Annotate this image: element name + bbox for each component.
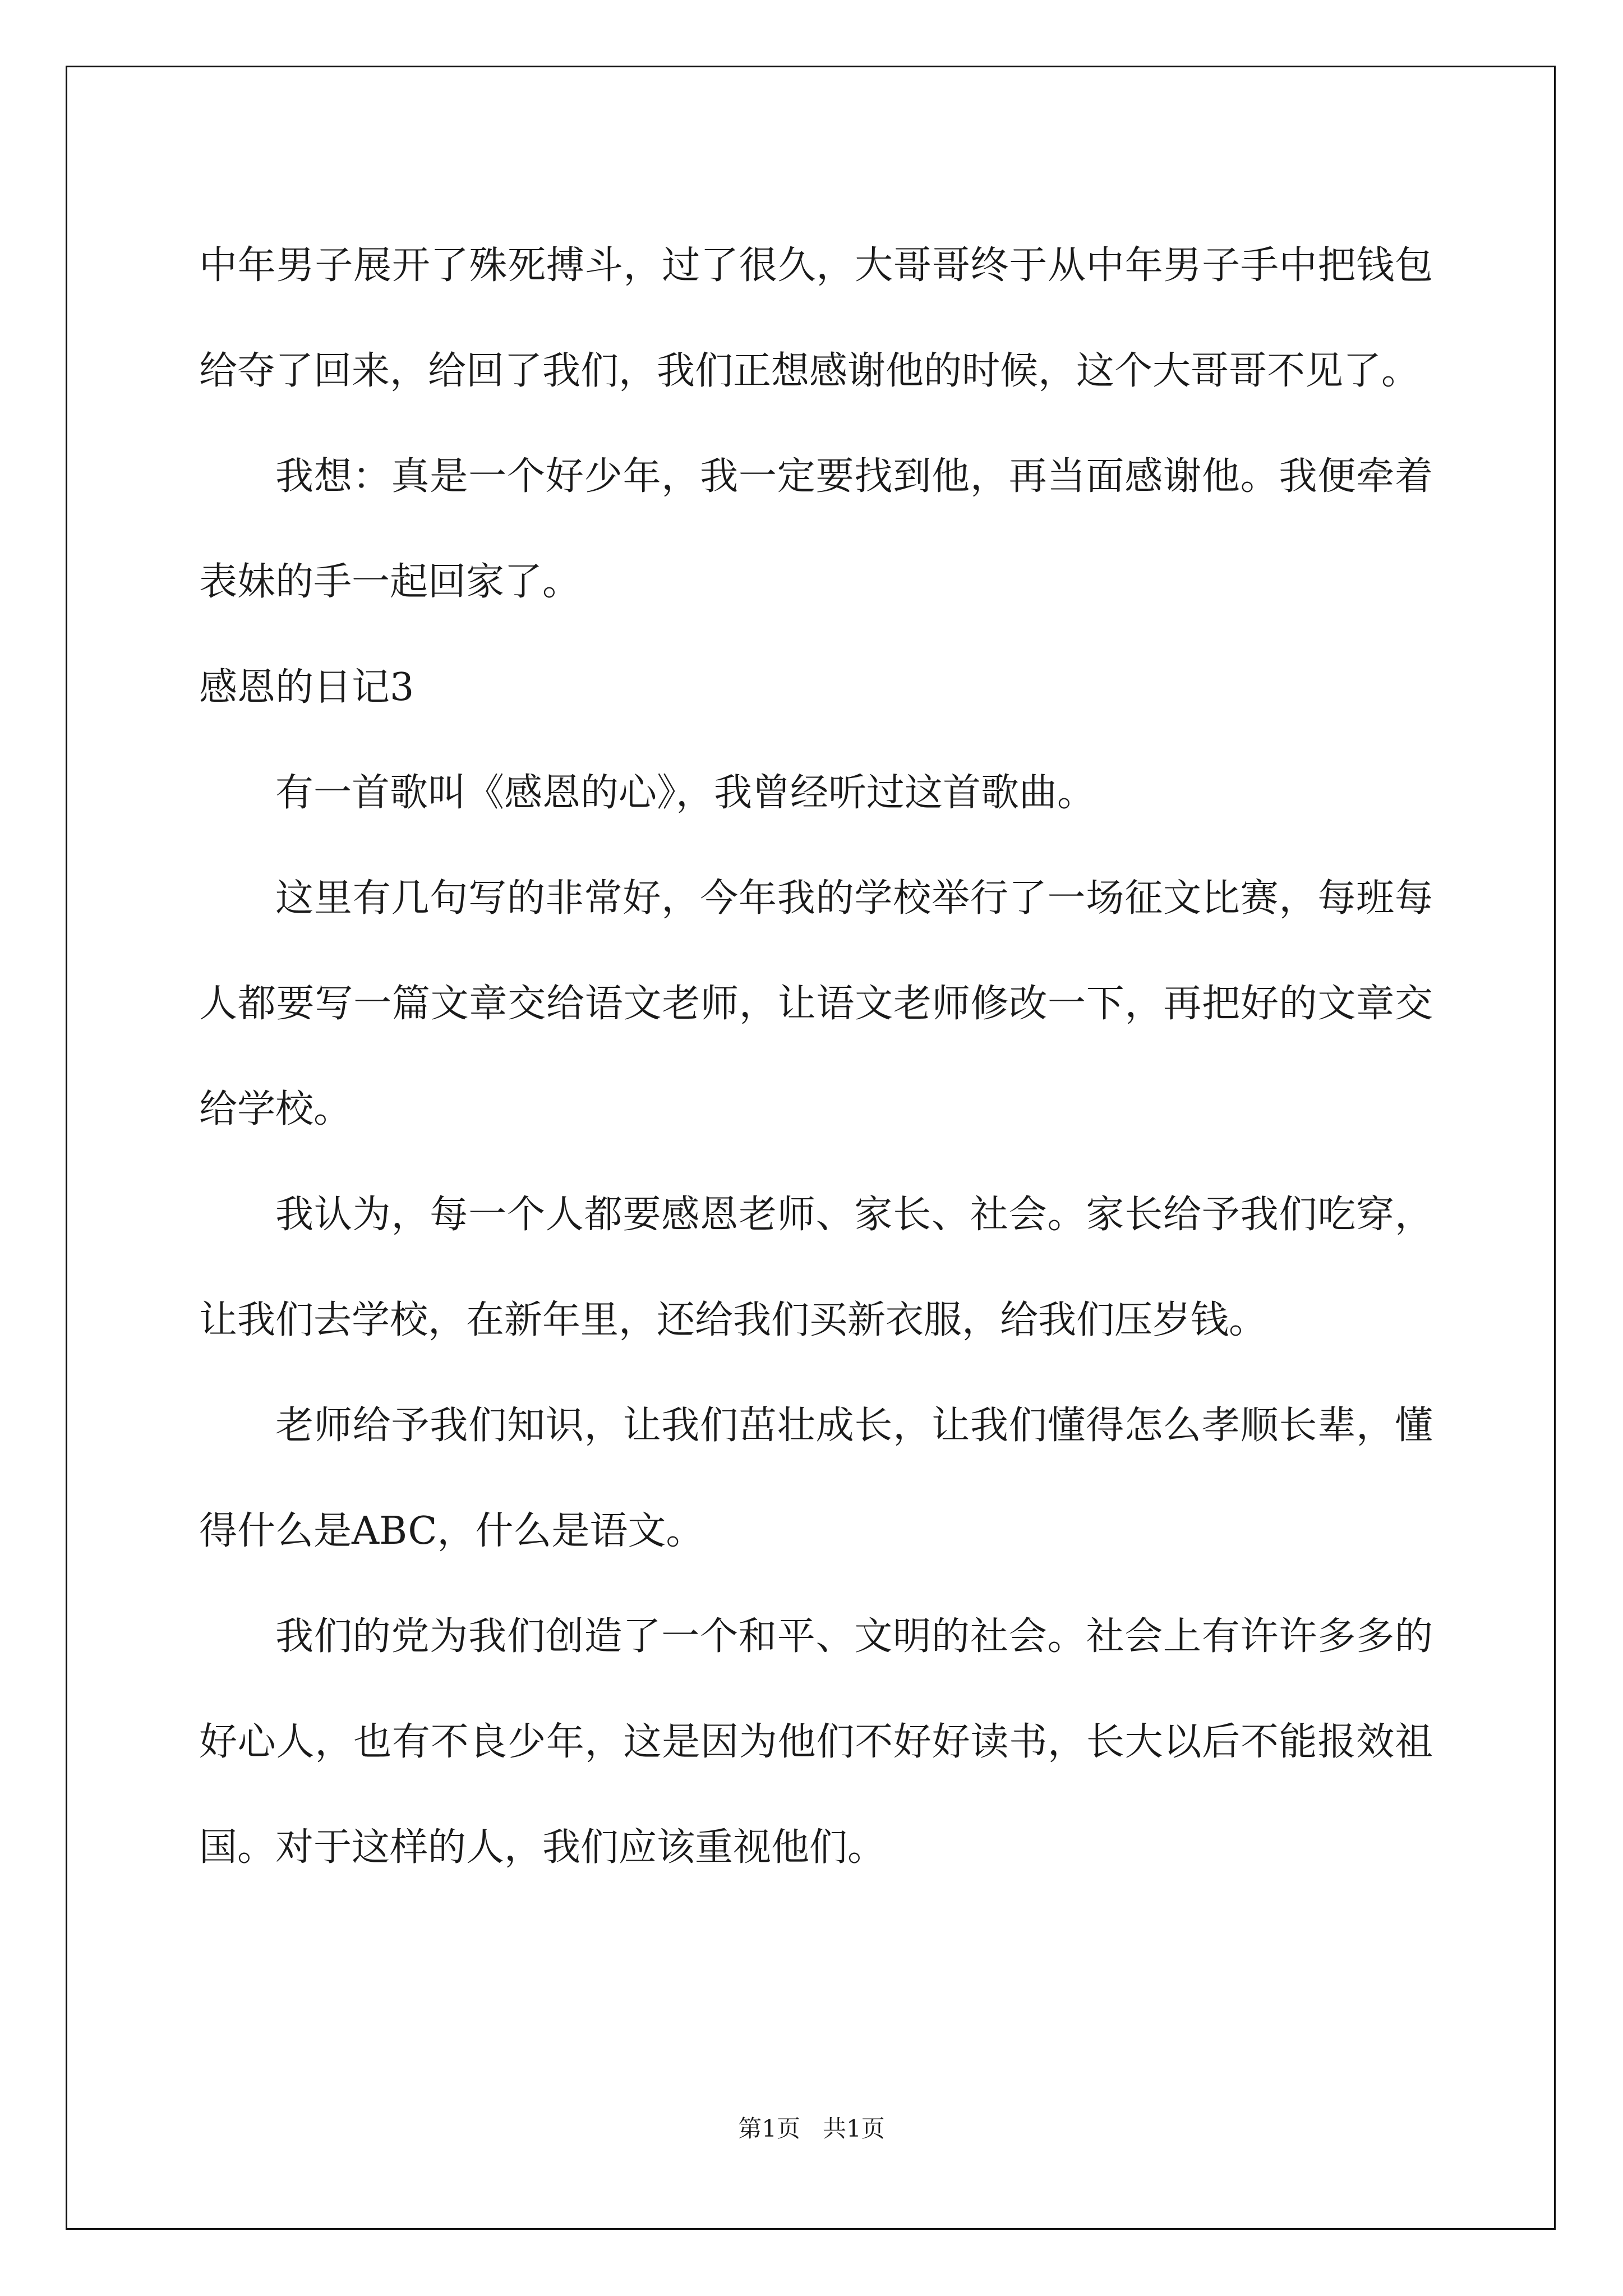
page-footer <box>0 2110 1623 2144</box>
paragraph-continuation: 中年男子展开了殊死搏斗，过了很久，大哥哥终于从中年男子手中把钱包给夺了回来，给回了我们，我们正想感谢他的时候，这个大哥哥不见了。 <box>199 243 1433 393</box>
page-number: 第1页 <box>738 2115 800 2142</box>
paragraph: 老师给予我们知识，让我们茁壮成长，让我们懂得怎么孝顺长辈，懂得什么是ABC，什么是语文。 <box>199 1404 1433 1553</box>
paragraph: 有一首歌叫《感恩的心》，我曾经听过这首歌曲。 <box>275 771 1096 815</box>
paragraph: 这里有几句写的非常好，今年我的学校举行了一场征文比赛，每班每人都要写一篇文章交给语文老师，让语文老师修改一下，再把好的文章交给学校。 <box>199 876 1433 1131</box>
document-body <box>199 213 1433 1901</box>
page-total: 共1页 <box>823 2115 885 2142</box>
paragraph: 我们的党为我们创造了一个和平、文明的社会。社会上有许许多多的好心人，也有不良少年，这是因为他们不好好读书，长大以后不能报效祖国。对于这样的人，我们应该重视他们。 <box>199 1614 1433 1870</box>
paragraph: 我想：真是一个好少年，我一定要找到他，再当面感谢他。我便牵着表妹的手一起回家了。 <box>199 454 1433 604</box>
section-heading: 感恩的日记3 <box>199 665 414 710</box>
paragraph: 我认为，每一个人都要感恩老师、家长、社会。家长给予我们吃穿，让我们去学校，在新年里，还给我们买新衣服，给我们压岁钱。 <box>199 1193 1433 1342</box>
